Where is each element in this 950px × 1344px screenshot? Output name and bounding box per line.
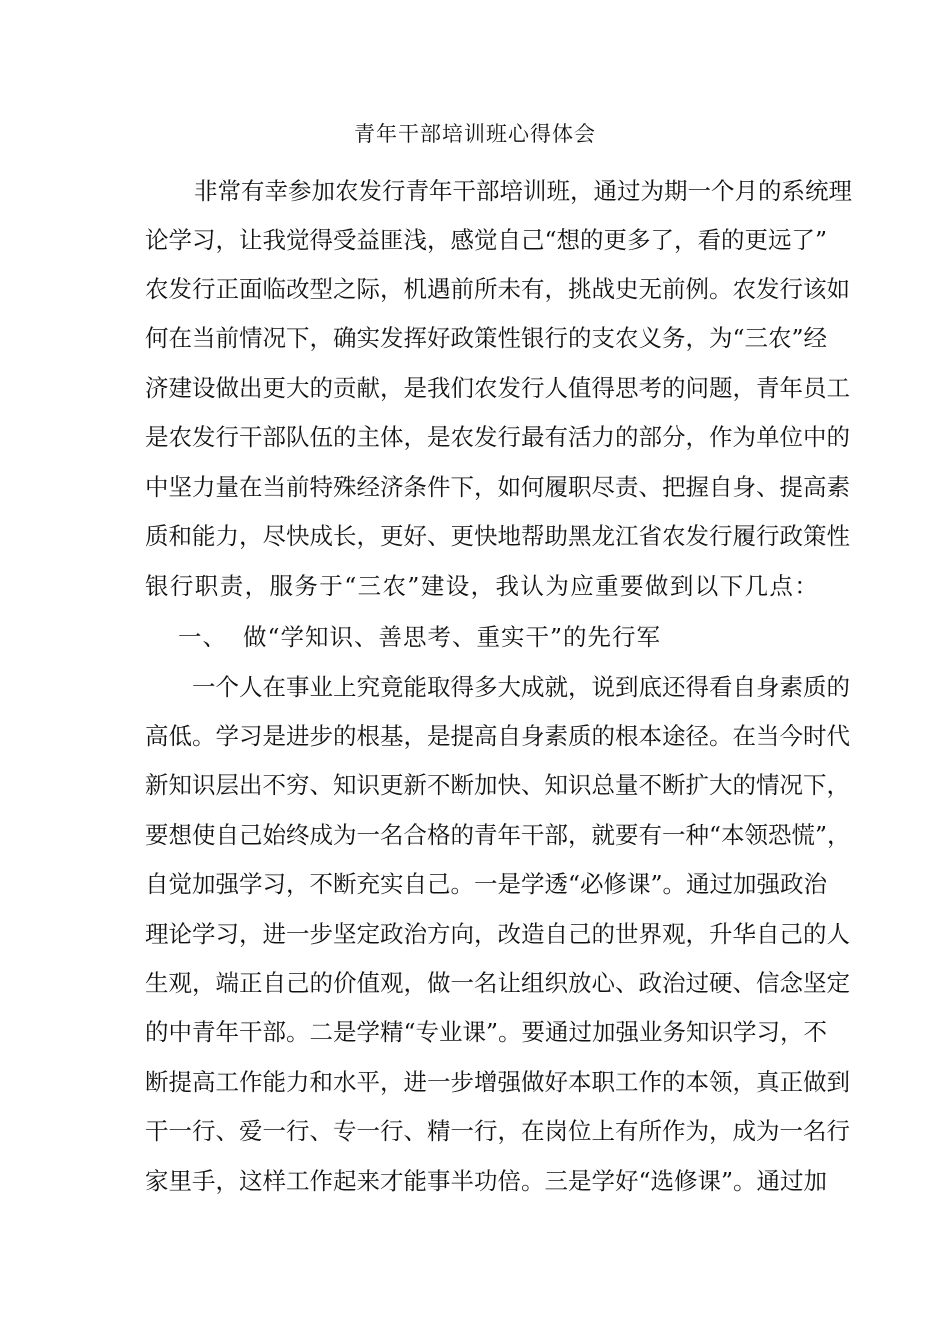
paragraph-line: 生观，端正自己的价值观，做一名让组织放心、政治过硬、信念坚定 [145,969,850,997]
paragraph-line: 农发行正面临改型之际，机遇前所未有，挑战史无前例。农发行该如 [145,275,850,303]
paragraph-line: 论学习，让我觉得受益匪浅，感觉自己“想的更多了，看的更远了” [145,226,828,254]
section-number: 一、 [178,623,227,651]
paragraph-line: 的中青年干部。二是学精“专业课”。要通过加强业务知识学习，不 [145,1018,828,1046]
paragraph-line: 质和能力，尽快成长，更好、更快地帮助黑龙江省农发行履行政策性 [145,522,850,550]
paragraph-line: 理论学习，进一步坚定政治方向，改造自己的世界观，升华自己的人 [145,920,850,948]
paragraph-line: 银行职责，服务于“三农”建设，我认为应重要做到以下几点： [145,572,820,600]
paragraph-line: 要想使自己始终成为一名合格的青年干部，就要有一种“本领恐慌”， [145,821,851,849]
paragraph-line: 是农发行干部队伍的主体，是农发行最有活力的部分，作为单位中的 [145,423,850,451]
section-heading-text: 做“学知识、善思考、重实干”的先行军 [243,623,662,651]
paragraph-line: 家里手，这样工作起来才能事半功倍。三是学好“选修课”。通过加 [145,1167,828,1195]
paragraph-line: 干一行、爱一行、专一行、精一行，在岗位上有所作为，成为一名行 [145,1117,850,1145]
document-title: 青年干部培训班心得体会 [354,122,596,146]
paragraph-line: 中坚力量在当前特殊经济条件下，如何履职尽责、把握自身、提高素 [145,473,850,501]
paragraph-line: 高低。学习是进步的根基，是提高自身素质的根本途径。在当今时代 [145,722,850,750]
paragraph-line: 一个人在事业上究竟能取得多大成就，说到底还得看自身素质的 [192,673,850,701]
paragraph-line: 新知识层出不穷、知识更新不断加快、知识总量不断扩大的情况下， [145,771,850,799]
paragraph-line: 济建设做出更大的贡献，是我们农发行人值得思考的问题，青年员工 [145,374,850,402]
paragraph-line: 断提高工作能力和水平，进一步增强做好本职工作的本领，真正做到 [145,1068,850,1096]
paragraph-line: 非常有幸参加农发行青年干部培训班，通过为期一个月的系统理 [194,177,852,205]
paragraph-line: 自觉加强学习，不断充实自己。一是学透“必修课”。通过加强政治 [145,870,828,898]
paragraph-line: 何在当前情况下，确实发挥好政策性银行的支农义务，为“三农”经 [145,324,828,352]
